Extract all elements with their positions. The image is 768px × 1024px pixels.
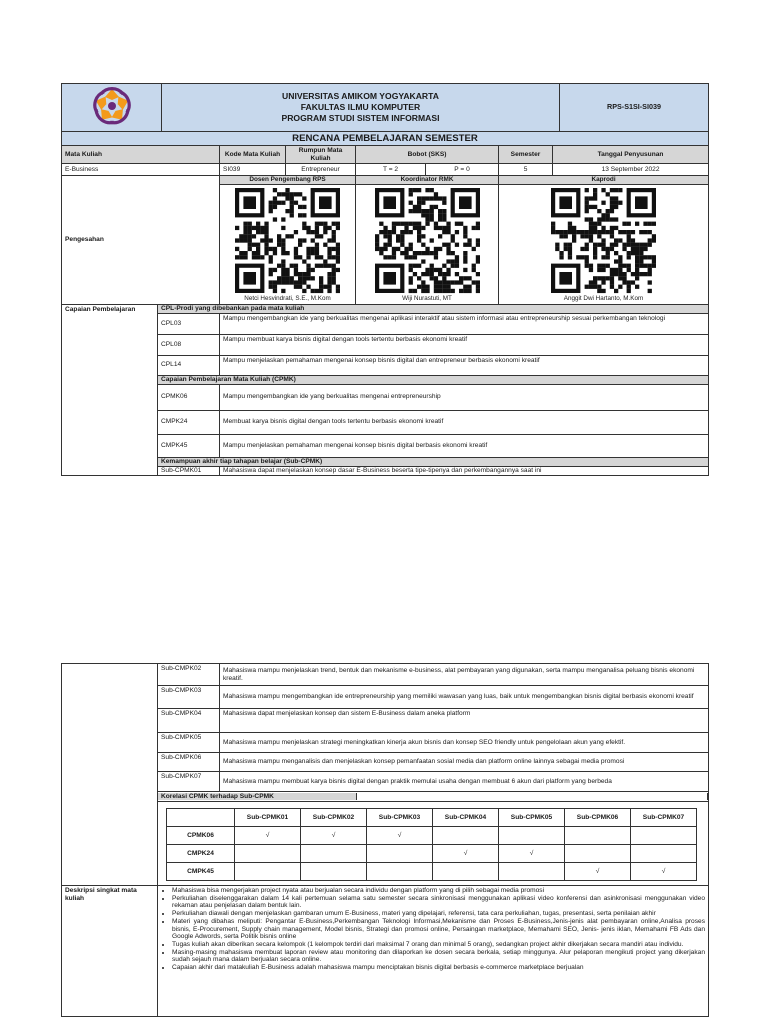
course-rumpun: Entrepreneur xyxy=(286,164,356,176)
role-kaprodi: Kaprodi xyxy=(499,176,709,184)
corr-col: Sub-CPMK02 xyxy=(301,809,367,827)
blank-left-cell xyxy=(62,664,158,886)
corr-col: Sub-CPMK04 xyxy=(433,809,499,827)
capaian-label: Capaian Pembelajaran xyxy=(62,304,158,475)
logo-cell xyxy=(62,84,162,132)
corr-mark xyxy=(433,863,499,881)
col-rumpun: Rumpun Mata Kuliah xyxy=(286,146,356,164)
cpmk-text: Membuat karya bisnis digital dengan tools tertentu berbasis ekonomi kreatif xyxy=(220,410,709,434)
corr-row-label: CMPK45 xyxy=(167,863,235,881)
signature-dosen xyxy=(220,184,356,304)
sub-cpmk-code: Sub-CMPK03 xyxy=(158,686,220,709)
course-teori: T = 2 xyxy=(356,164,426,176)
signature-koordinator xyxy=(356,184,499,304)
sub-cpmk-header: Kemampuan akhir tiap tahapan belajar (Sub-CPMK) xyxy=(158,457,709,466)
cpl-code: CPL08 xyxy=(158,334,220,355)
course-code: SI039 xyxy=(220,164,286,176)
col-bobot: Bobot (SKS) xyxy=(356,146,499,164)
corr-mark: √ xyxy=(433,845,499,863)
cpl-code: CPL03 xyxy=(158,313,220,334)
sub-cpmk-text: Mahasiswa dapat menjelaskan konsep dasar E-Business beserta tipe-tipenya dan perkembangannya saat ini xyxy=(220,466,709,475)
cpmk-text: Mampu menjelaskan pemahaman mengenai konsep bisnis digital berbasis ekonomi kreatif xyxy=(220,434,709,457)
sub-cpmk-text: Mahasiswa dapat menjelaskan konsep dan sistem E-Business dalam aneka platform xyxy=(220,709,709,733)
corr-corner xyxy=(167,809,235,827)
corr-mark: √ xyxy=(301,827,367,845)
corr-mark xyxy=(367,845,433,863)
corr-mark xyxy=(235,863,301,881)
program-name: PROGRAM STUDI SISTEM INFORMASI xyxy=(281,112,440,123)
deskripsi-list xyxy=(161,887,705,972)
sub-cpmk-text: Mahasiswa mampu menganalisis dan menjelaskan konsep pemanfaatan sosial media dan platform online lainnya sebagai media promosi xyxy=(220,753,709,772)
corr-mark xyxy=(499,827,565,845)
doc-code: RPS-S1SI-SI039 xyxy=(560,84,709,132)
list-item: • Perkuliahan diselenggarakan dalam 14 kali pertemuan selama satu semester secara sinkronisasi menggunakan aplikasi video konferensi dan asinkronisasi menggunakan video rekaman atau penjelasan dalam bentuk lain. xyxy=(172,895,705,910)
korelasi-header-row xyxy=(158,792,709,802)
header-table xyxy=(61,83,709,146)
sub-cpmk-text: Mahasiswa mampu mengembangkan ide entrepreneurship yang memiliki wawasan yang luas, baik untuk mengembangkan bisnis digital berbasis ekonomi kreatif xyxy=(220,686,709,709)
corr-mark xyxy=(631,845,697,863)
qr-code-icon xyxy=(375,187,480,294)
cpmk-text: Mampu mengembangkan ide yang berkualitas mengenai entrepreneurship xyxy=(220,384,709,410)
corr-mark xyxy=(499,863,565,881)
doc-title: RENCANA PEMBELAJARAN SEMESTER xyxy=(62,132,709,146)
corr-mark xyxy=(301,845,367,863)
corr-mark xyxy=(301,863,367,881)
sub-cpmk-code: Sub-CMPK05 xyxy=(158,733,220,753)
korelasi-matrix xyxy=(166,808,697,881)
deskripsi-label: Deskripsi singkat mata kuliah xyxy=(62,886,158,1017)
corr-col: Sub-CPMK03 xyxy=(367,809,433,827)
signature-kaprodi xyxy=(499,184,709,304)
sub-cpmk-text: Mahasiswa mampu menjelaskan strategi meningkatkan kinerja akun bisnis dan konsep SEO friendly untuk pengelolaan akun yang efektif. xyxy=(220,733,709,753)
corr-mark xyxy=(565,827,631,845)
col-semester: Semester xyxy=(499,146,553,164)
corr-col: Sub-CPMK06 xyxy=(565,809,631,827)
corr-mark xyxy=(565,845,631,863)
korelasi-header: Korelasi CPMK terhadap Sub-CPMK xyxy=(158,793,357,801)
sub-cpmk-table xyxy=(61,663,709,1017)
cpl-header: CPL-Prodi yang dibebankan pada mata kuliah xyxy=(158,304,709,313)
cpl-text: Mampu menjelaskan pemahaman mengenai konsep bisnis digital dan entrepreneur berbasis ekonomi kreatif xyxy=(220,355,709,375)
col-mata-kuliah: Mata Kuliah xyxy=(62,146,220,164)
korelasi-blank xyxy=(357,793,708,801)
sub-cpmk-code: Sub-CPMK01 xyxy=(158,466,220,475)
sub-cpmk-code: Sub-CMPK07 xyxy=(158,772,220,792)
course-semester: 5 xyxy=(499,164,553,176)
university-name: UNIVERSITAS AMIKOM YOGYAKARTA xyxy=(282,91,439,102)
corr-mark: √ xyxy=(565,863,631,881)
faculty-name: FAKULTAS ILMU KOMPUTER xyxy=(300,102,421,113)
corr-mark: √ xyxy=(631,863,697,881)
list-item: • Materi yang dibahas meliputi: Pengantar E-Business,Perkembangan Teknologi Informasi,Mekanisme dan Proses E-Business,Jenis-jenis alat pembayaran online,Analisa proses bisnis, E-Procurement, Supply chain management, Model bisnis, Strategi dan promosi online, Persaingan marketplace, Memahami SEO, Jenis- jenis iklan, Memahami FB Ads dan Google Adwords, serta Politik bisnis online xyxy=(172,918,705,940)
role-koordinator: Koordinator RMK xyxy=(356,176,499,184)
corr-mark: √ xyxy=(499,845,565,863)
rps-page-2 xyxy=(61,663,708,1017)
list-item: • Tugas kuliah akan diberikan secara kelompok (1 kelompok terdiri dari maksimal 7 orang dan minimal 5 orang), sedangkan project akhir dikerjakan secara mandiri atau individu. xyxy=(172,941,705,948)
corr-row-label: CMPK24 xyxy=(167,845,235,863)
sub-cpmk-code: Sub-CMPK04 xyxy=(158,709,220,733)
corr-mark xyxy=(631,827,697,845)
corr-mark xyxy=(367,863,433,881)
capaian-table xyxy=(61,304,709,476)
cpl-code: CPL14 xyxy=(158,355,220,375)
cpl-text: Mampu membuat karya bisnis digital dengan tools tertentu berbasis ekonomi kreatif xyxy=(220,334,709,355)
list-item: • Capaian akhir dari matakuliah E-Business adalah mahasiswa mampu menciptakan bisnis digital berbasis e-commerce marketplace berjualan xyxy=(172,964,705,971)
qr-code-icon xyxy=(551,187,656,294)
cpmk-header: Capaian Pembelajaran Mata Kuliah (CPMK) xyxy=(158,375,709,384)
cpmk-code: CMPK45 xyxy=(158,434,220,457)
korelasi-cell xyxy=(158,802,709,886)
course-praktik: P = 0 xyxy=(426,164,499,176)
rps-page-1 xyxy=(61,83,708,476)
amikom-logo-icon xyxy=(92,87,132,125)
corr-col: Sub-CPMK05 xyxy=(499,809,565,827)
qr-code-icon xyxy=(235,187,340,294)
course-name: E-Business xyxy=(62,164,220,176)
course-info-table xyxy=(61,145,709,305)
institution-header xyxy=(162,84,560,132)
name-kaprodi: Anggit Dwi Hartanto, M.Kom xyxy=(563,294,644,302)
corr-col: Sub-CPMK01 xyxy=(235,809,301,827)
list-item: • Mahasiswa bisa mengerjakan project nyata atau berjualan secara individu dengan platform yang di pilih sebagai media promosi xyxy=(172,887,705,894)
corr-mark xyxy=(235,845,301,863)
deskripsi-content xyxy=(158,886,709,1017)
col-kode: Kode Mata Kuliah xyxy=(220,146,286,164)
role-dosen: Dosen Pengembang RPS xyxy=(220,176,356,184)
corr-mark: √ xyxy=(235,827,301,845)
name-koordinator: Wiji Nurastuti, MT xyxy=(402,294,452,302)
pengesahan-label: Pengesahan xyxy=(62,176,220,304)
cpl-text: Mampu mengembangkan ide yang berkualitas mengenai aplikasi interaktif atau sistem informasi atau entrepreneurship sesuai perkembangan teknologi xyxy=(220,313,709,334)
sub-cpmk-text: Mahasiswa mampu menjelaskan trend, bentuk dan mekanisme e-business, alat pembayaran yang digunakan, serta mampu menganalisa peluang bisnis ekonomi kreatif. xyxy=(220,664,709,686)
course-date: 13 September 2022 xyxy=(553,164,709,176)
corr-row-label: CPMK06 xyxy=(167,827,235,845)
corr-mark xyxy=(433,827,499,845)
sub-cpmk-text: Mahasiswa mampu membuat karya bisnis digital dengan praktik memulai usaha dengan membuat 6 akun dari platform yang berbeda xyxy=(220,772,709,792)
sub-cpmk-code: Sub-CMPK06 xyxy=(158,753,220,772)
cpmk-code: CPMK06 xyxy=(158,384,220,410)
list-item: • Masing-masing mahasiswa membuat laporan review atau monitoring dan dilaporkan ke dosen secara berkala, setiap minggunya. Alur pelaporan mengikuti project yang dikerjakan sudah sejauh mana dalam berjualan secara online. xyxy=(172,949,705,964)
sub-cpmk-code: Sub-CMPK02 xyxy=(158,664,220,686)
corr-col: Sub-CPMK07 xyxy=(631,809,697,827)
cpmk-code: CMPK24 xyxy=(158,410,220,434)
list-item: • Perkuliahan diawali dengan menjelaskan gambaran umum E-Business, materi yang dipelajari, referensi, tata cara perkuliahan, tugas, presentasi, serta penilaian akhir xyxy=(172,910,705,917)
name-dosen: Netci Hesvindrati, S.E., M.Kom xyxy=(244,294,331,302)
corr-mark: √ xyxy=(367,827,433,845)
col-tanggal: Tanggal Penyusunan xyxy=(553,146,709,164)
